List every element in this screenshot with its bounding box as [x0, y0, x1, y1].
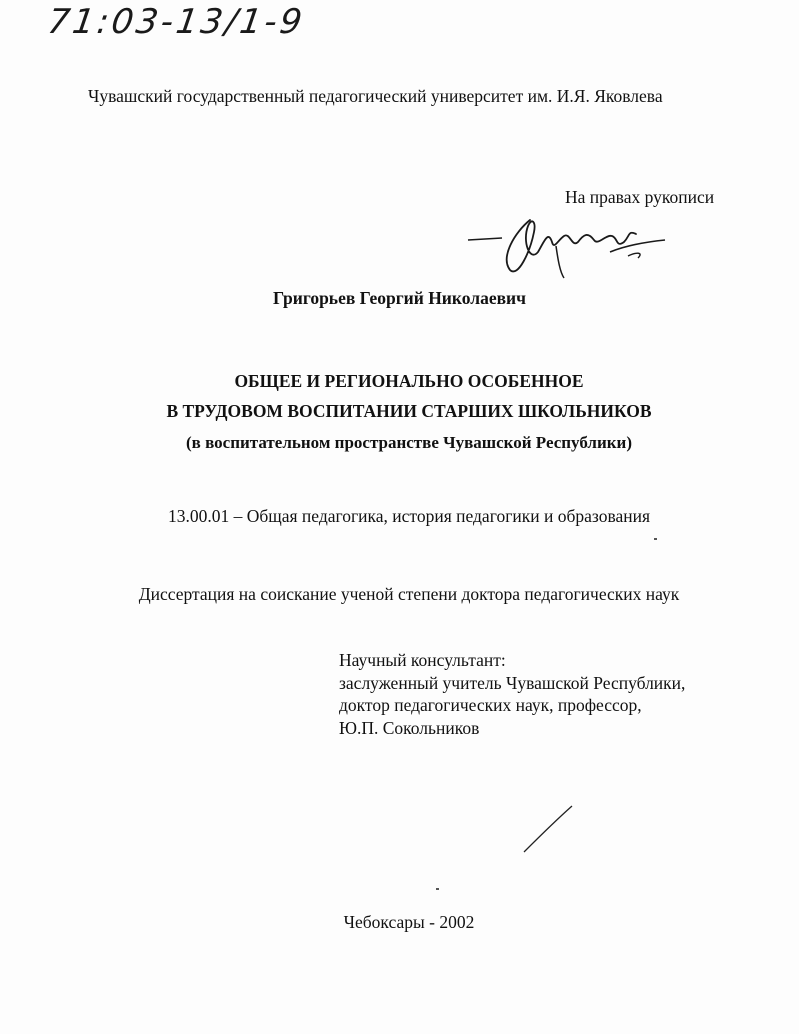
- city-and-year: Чебоксары - 2002: [343, 912, 475, 932]
- pen-stroke-mark: [510, 800, 580, 860]
- consultant-name: Ю.П. Сокольников: [339, 717, 480, 738]
- university-name: Чувашский государственный педагогический университет им. И.Я. Яковлева: [88, 86, 663, 106]
- dissertation-subtitle: (в воспитательном пространстве Чувашской Республики): [186, 433, 632, 452]
- consultant-label: Научный консультант:: [339, 650, 506, 670]
- scan-speck: [436, 888, 439, 890]
- specialty-code: 13.00.01 – Общая педагогика, история педагогики и образования: [167, 506, 651, 526]
- degree-statement: Диссертация на соискание ученой степени доктора педагогических наук: [138, 584, 680, 604]
- scan-speck: [654, 538, 657, 540]
- consultant-title-1: заслуженный учитель Чувашской Республики,: [339, 672, 686, 693]
- dissertation-title-line-2: В ТРУДОВОМ ВОСПИТАНИИ СТАРШИХ ШКОЛЬНИКОВ: [166, 401, 652, 421]
- manuscript-note: На правах рукописи: [565, 187, 715, 207]
- dissertation-title-line-1: ОБЩЕЕ И РЕГИОНАЛЬНО ОСОБЕННОЕ: [234, 371, 584, 391]
- handwritten-archive-code: 71:03-13/1-9: [45, 2, 308, 42]
- author-signature: [460, 212, 680, 282]
- author-name: Григорьев Георгий Николаевич: [272, 288, 527, 308]
- consultant-title-2: доктор педагогических наук, профессор,: [339, 695, 642, 715]
- scientific-consultant: [339, 649, 685, 739]
